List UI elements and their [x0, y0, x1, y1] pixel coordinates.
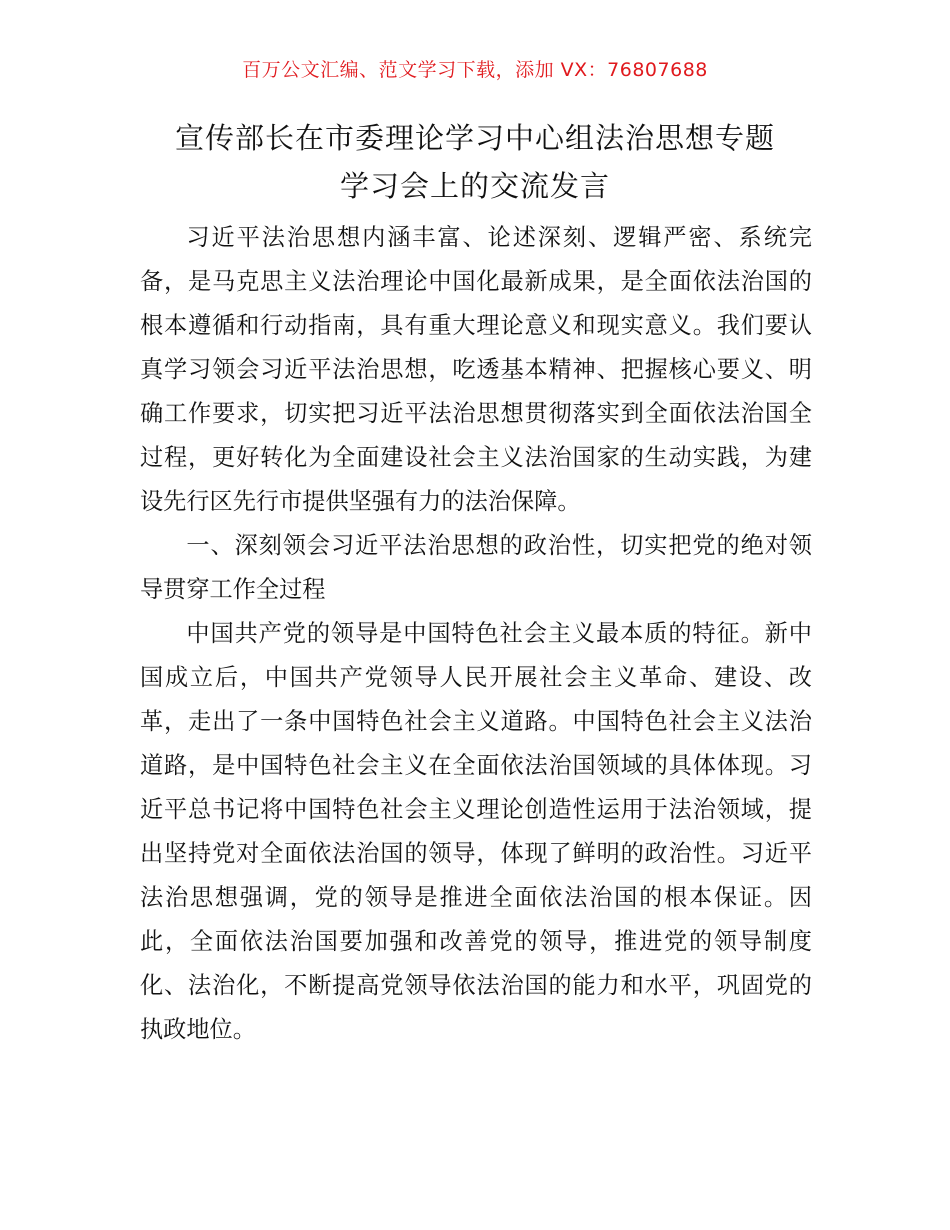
intro-paragraph: 习近平法治思想内涵丰富、论述深刻、逻辑严密、系统完备，是马克思主义法治理论中国化最新成果，是全面依法治国的根本遵循和行动指南，具有重大理论意义和现实意义。我们要认真学习领会习近平法治思想，吃透基本精神、把握核心要义、明确工作要求，切实把习近平法治思想贯彻落实到全面依法治国全过程，更好转化为全面建设社会主义法治国家的生动实践，为建设先行区先行市提供坚强有力的法治保障。 [140, 224, 812, 515]
header-banner: 百万公文汇编、范文学习下载，添加 VX：76807688 [242, 59, 708, 81]
body-paragraph: 中国共产党的领导是中国特色社会主义最本质的特征。新中国成立后，中国共产党领导人民开展社会主义革命、建设、改革，走出了一条中国特色社会主义道路。中国特色社会主义法治道路，是中国特色社会主义在全面依法治国领域的具体体现。习近平总书记将中国特色社会主义理论创造性运用于法治领域，提出坚持党对全面依法治国的领导，体现了鲜明的政治性。习近平法治思想强调，党的领导是推进全面依法治国的根本保证。因此，全面依法治国要加强和改善党的领导，推进党的领导制度化、法治化，不断提高党领导依法治国的能力和水平，巩固党的执政地位。 [140, 620, 812, 1043]
document-title [120, 114, 830, 210]
section-heading: 一、深刻领会习近平法治思想的政治性，切实把党的绝对领导贯穿工作全过程 [140, 532, 812, 603]
title-line-2: 学习会上的交流发言 [339, 169, 610, 203]
document-body [140, 216, 812, 1052]
title-line-1: 宣传部长在市委理论学习中心组法治思想专题 [174, 121, 775, 155]
